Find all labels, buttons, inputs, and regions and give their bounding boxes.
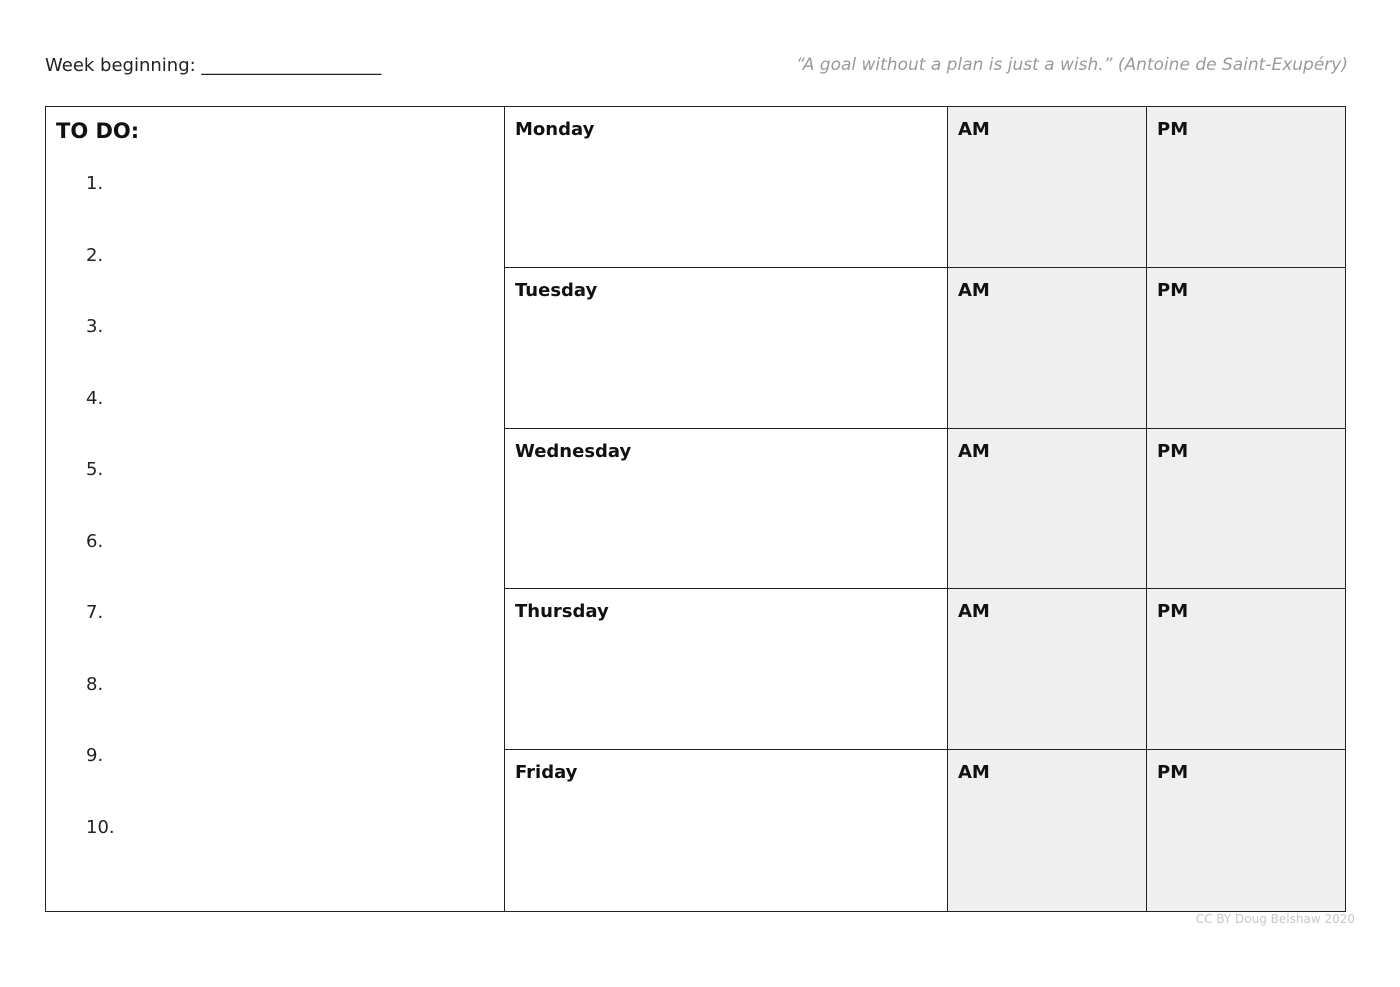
am-label: AM [958,601,990,623]
todo-item: 8. [86,673,104,695]
day-cell-tuesday [505,268,948,429]
day-label: Friday [515,762,578,784]
day-cell-wednesday [505,429,948,590]
pm-label: PM [1157,762,1189,784]
am-cell-monday [948,107,1147,268]
am-cell-friday [948,750,1147,911]
todo-title: TO DO: [56,119,140,143]
am-label: AM [958,279,990,301]
todo-item: 9. [86,745,104,766]
day-cell-friday [505,750,948,911]
day-label: Tuesday [515,279,598,301]
day-label: Thursday [515,601,609,623]
todo-item: 10. [86,816,115,838]
todo-item: 4. [86,387,104,409]
todo-list [86,173,115,888]
am-label: AM [958,119,990,140]
pm-cell-monday [1147,107,1345,268]
todo-item: 6. [86,530,104,552]
day-cell-monday [505,107,948,268]
day-label: Monday [515,119,595,140]
todo-item: 5. [86,459,104,480]
pm-cell-friday [1147,750,1345,911]
pm-cell-thursday [1147,589,1345,750]
pm-label: PM [1157,440,1189,462]
pm-label: PM [1157,119,1189,140]
todo-item: 7. [86,602,104,623]
license-credit: CC BY Doug Belshaw 2020 [1195,912,1355,926]
am-label: AM [958,762,990,784]
todo-item: 3. [86,316,104,337]
am-cell-wednesday [948,429,1147,590]
weekly-planner-table [45,106,1346,912]
quote-text: “A goal without a plan is just a wish.” (Antoine de Saint-Exupéry) [795,55,1348,75]
am-cell-tuesday [948,268,1147,429]
todo-item: 2. [86,244,104,266]
week-beginning-label: Week beginning: ____________________ [45,55,382,76]
day-cell-thursday [505,589,948,750]
pm-label: PM [1157,279,1189,301]
day-label: Wednesday [515,440,632,462]
todo-item: 1. [86,173,104,194]
pm-cell-wednesday [1147,429,1345,590]
todo-section [46,107,505,911]
am-cell-thursday [948,589,1147,750]
am-label: AM [958,440,990,462]
pm-cell-tuesday [1147,268,1345,429]
pm-label: PM [1157,601,1189,623]
